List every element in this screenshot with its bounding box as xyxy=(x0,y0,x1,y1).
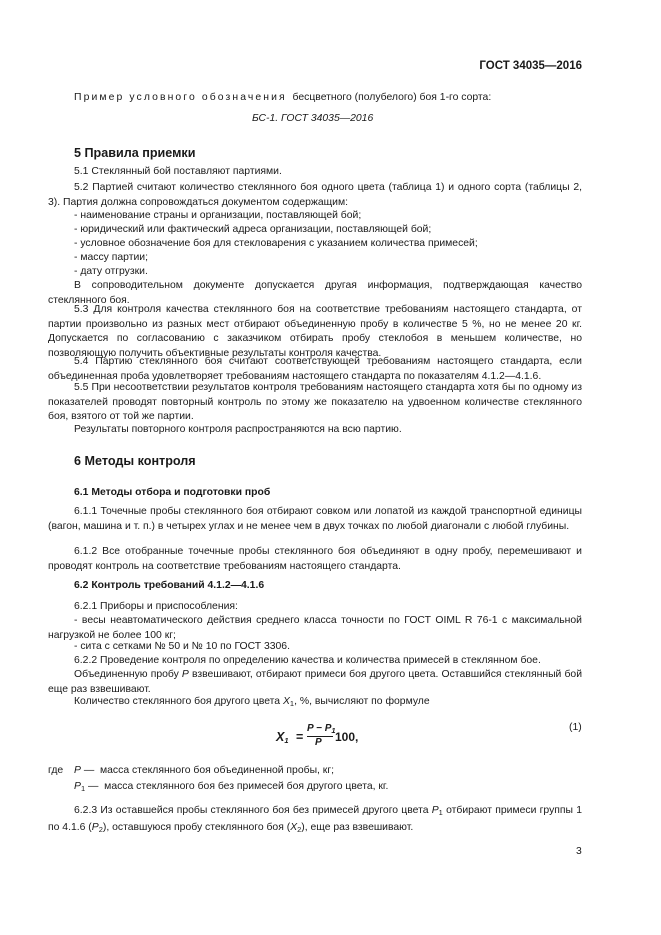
subsection-6-1-title: 6.1 Методы отбора и подготовки проб xyxy=(74,487,271,498)
formula-lhs: $X_1$ xyxy=(276,730,289,745)
para-scales: - весы неавтоматического действия среднего класса точности по ГОСТ OIML R 76-1 с максимальной нагрузкой не более 100 кг; xyxy=(48,615,582,641)
para-6-1-2: 6.1.2 Все отобранные точечные пробы стеклянного боя объединяют в одну пробу, перемешивают и проводят контроль на соответствие требованиям настоящего стандарта. xyxy=(48,546,582,572)
list-item: - юридический или фактический адреса организации, поставляющей бой; xyxy=(74,224,432,235)
definition-row: $P_1$ — масса стеклянного боя без примесей боя другого цвета, кг. xyxy=(74,781,389,793)
formula-equals: = xyxy=(296,730,304,744)
para-5-3: 5.3 Для контроля качества стеклянного боя на соответствие требованиям настоящего стандарта, от партии произвольно из разных мест отбирают объединенную пробу в количестве 5 %, но не менее 20 кг. Допускается по согласованию с заказчиком отбирать пробу стеклобоя в меньшем количестве, но позволяющую получить объективные результаты контроля качества. xyxy=(48,304,582,359)
formula-tail: 100, xyxy=(335,730,359,744)
formula-1 xyxy=(276,722,376,752)
para-quantity: Количество стеклянного боя другого цвета $X_1$, %, вычисляют по формуле xyxy=(74,696,430,708)
para-6-2-3: 6.2.3 Из оставшейся пробы стеклянного боя без примесей другого цвета $P_1$ отбирают примеси группы 1 по 4.1.6 $(P_2)$, оставшуюся пробу стеклянного боя $(X_2)$, еще раз взвешивают. xyxy=(48,805,582,834)
where-word: где xyxy=(48,765,64,776)
example-lead-rest: бесцветного (полубелого) боя 1-го сорта: xyxy=(292,92,492,103)
formula-numerator: $P - P_1$ xyxy=(307,723,336,735)
para-6-1-1: 6.1.1 Точечные пробы стеклянного боя отбирают совком или лопатой из каждой транспортной единицы (вагон, машина и т. п.) в четырех углах и не менее чем в двух точках по любой диагонали с любой глубины. xyxy=(48,506,582,532)
page-number: 3 xyxy=(576,846,582,857)
section-6-title: 6 Методы контроля xyxy=(74,454,196,468)
list-item: - наименование страны и организации, поставляющей бой; xyxy=(74,210,362,221)
list-item: - массу партии; xyxy=(74,252,148,263)
example-lead: Пример условного обозначения xyxy=(74,92,287,103)
section-5-title: 5 Правила приемки xyxy=(74,146,196,160)
para-6-2-2: 6.2.2 Проведение контроля по определению качества и количества примесей в стеклянном бое. xyxy=(74,655,541,666)
para-5-4: 5.4 Партию стеклянного боя считают соответствующей требованиям настоящего стандарта, если объединенная проба удовлетворяет требованиям настоящего стандарта по показателям 4.1.2—4.1.6. xyxy=(48,356,582,382)
para-weigh: Объединенную пробу P взвешивают, отбирают примеси боя другого цвета. Оставшийся стеклянный бой еще раз взвешивают. xyxy=(48,669,582,695)
var-P: P xyxy=(181,669,189,680)
subsection-6-2-title: 6.2 Контроль требований 4.1.2—4.1.6 xyxy=(74,580,265,591)
var-X: X xyxy=(282,696,290,707)
para-5-5: 5.5 При несоответствии результатов контроля требованиям настоящего стандарта хотя бы по одному из показателей проводят повторный контроль по этому же показателю на удвоенном количестве стеклянного боя, взятого от той же партии. xyxy=(48,382,582,423)
para-5-1: 5.1 Стеклянный бой поставляют партиями. xyxy=(74,166,282,177)
designation-example: БС-1. ГОСТ 34035—2016 xyxy=(252,113,374,124)
example-line xyxy=(74,91,491,106)
para-5-2: 5.2 Партией считают количество стеклянного боя одного цвета (таблица 1) и одного сорта (таблицы 2, 3). Партия должна сопровождаться документом содержащим: xyxy=(48,182,582,208)
para-other-info: В сопроводительном документе допускается другая информация, подтверждающая качество стеклянного боя. xyxy=(48,280,582,306)
para-repeat-control: Результаты повторного контроля распространяются на всю партию. xyxy=(74,424,402,435)
definition-row: P — масса стеклянного боя объединенной пробы, кг; xyxy=(74,765,335,776)
document-code: ГОСТ 34035—2016 xyxy=(479,60,582,72)
formula-denominator: P xyxy=(315,737,322,748)
formula-number: (1) xyxy=(569,722,582,733)
list-item: - дату отгрузки. xyxy=(74,266,148,277)
list-item: - условное обозначение боя для стекловарения с указанием количества примесей; xyxy=(74,238,478,249)
para-sieves: - сита с сетками № 50 и № 10 по ГОСТ 3306. xyxy=(74,641,290,652)
para-6-2-1: 6.2.1 Приборы и приспособления: xyxy=(74,601,238,612)
